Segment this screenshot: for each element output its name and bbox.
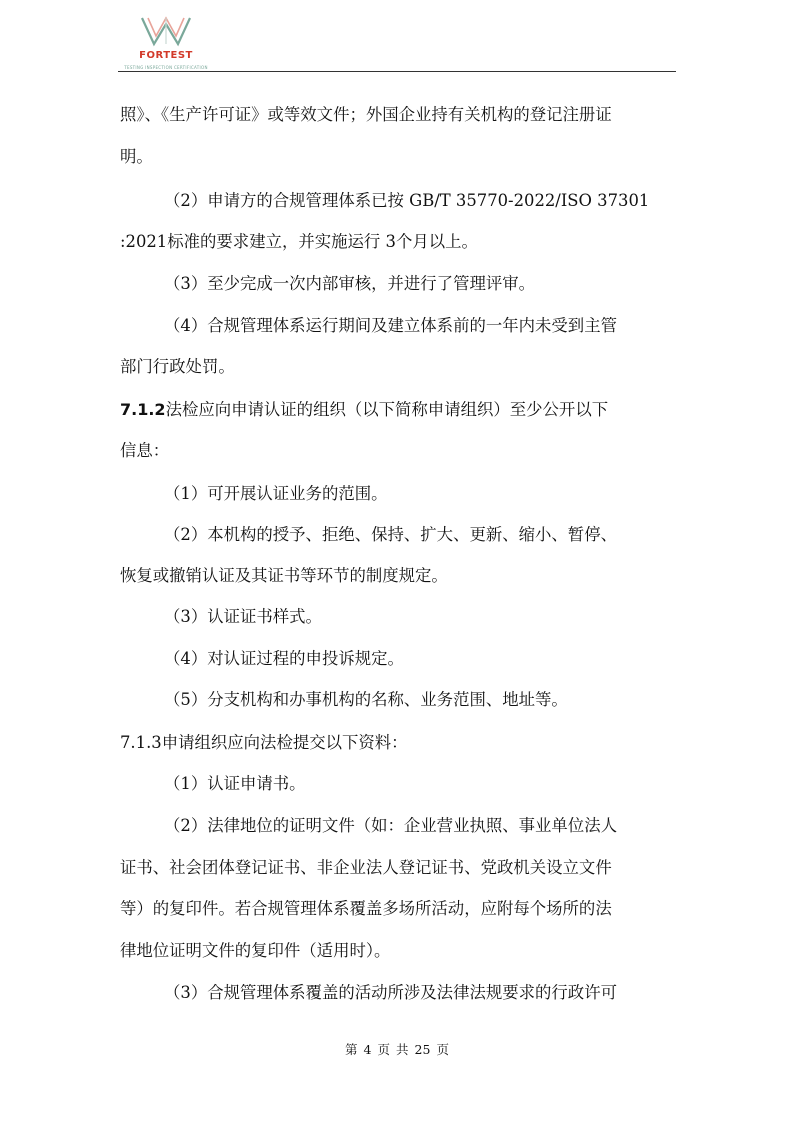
section-number: 7.1.2 xyxy=(120,400,166,419)
paragraph-line: 律地位证明文件的复印件（适用时）。 xyxy=(120,941,391,960)
section-heading-text: 法检应向申请认证的组织（以下简称申请组织）至少公开以下 xyxy=(165,400,609,419)
footer-total-unit: 页 xyxy=(436,1042,449,1057)
paragraph-line: （4）合规管理体系运行期间及建立体系前的一年内未受到主管 xyxy=(164,316,617,335)
paragraph-line: （3）至少完成一次内部审核，并进行了管理评审。 xyxy=(164,274,536,293)
paragraph-line: 明。 xyxy=(120,147,153,166)
logo-subtitle: TESTING INSPECTION CERTIFICATION xyxy=(124,65,208,70)
paragraph-line: （3）合规管理体系覆盖的活动所涉及法律法规要求的行政许可 xyxy=(164,983,617,1002)
total-pages: 25 xyxy=(414,1042,431,1057)
page-footer xyxy=(0,1040,794,1058)
paragraph-line: 证书、社会团体登记证书、非企业法人登记证书、党政机关设立文件 xyxy=(120,858,612,877)
paragraph-line: 恢复或撤销认证及其证书等环节的制度规定。 xyxy=(120,566,448,585)
section-heading-line xyxy=(120,397,680,423)
paragraph-line: （3）认证证书样式。 xyxy=(164,607,322,626)
paragraph-line: （4）对认证过程的申投诉规定。 xyxy=(164,649,404,668)
paragraph-line: 照》、《生产许可证》或等效文件；外国企业持有关机构的登记注册证 xyxy=(120,105,612,124)
paragraph-line: 信息： xyxy=(120,441,170,460)
footer-page-unit: 页 xyxy=(377,1042,391,1057)
footer-prefix: 第 xyxy=(345,1042,358,1057)
paragraph-line: （2）法律地位的证明文件（如：企业营业执照、事业单位法人 xyxy=(164,816,617,835)
paragraph-line: 部门行政处罚。 xyxy=(120,357,235,376)
paragraph-line: （1）认证申请书。 xyxy=(164,774,306,793)
paragraph-line: :2021标准的要求建立，并实施运行 3个月以上。 xyxy=(120,232,478,251)
paragraph-line: （1）可开展认证业务的范围。 xyxy=(164,484,388,503)
logo-name: FORTEST xyxy=(139,50,193,61)
paragraph-line: （2）本机构的授予、拒绝、保持、扩大、更新、缩小、暂停、 xyxy=(164,525,617,544)
footer-total-prefix: 共 xyxy=(396,1042,409,1057)
paragraph-line: 等）的复印件。若合规管理体系覆盖多场所活动，应附每个场所的法 xyxy=(120,899,612,918)
paragraph-line: （2）申请方的合规管理体系已按 GB/T 35770-2022/ISO 37301 xyxy=(164,191,650,210)
paragraph-line: 7.1.3申请组织应向法检提交以下资料： xyxy=(120,733,408,752)
page-number: 4 xyxy=(363,1042,372,1057)
paragraph-line: （5）分支机构和办事机构的名称、业务范围、地址等。 xyxy=(164,690,568,709)
